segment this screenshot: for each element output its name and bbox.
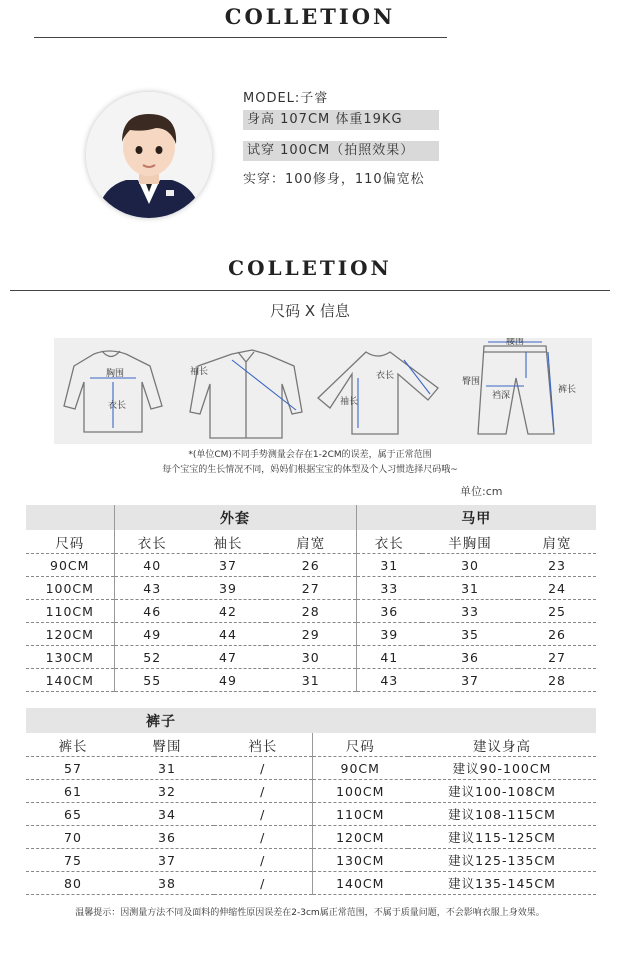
table-cell: 100CM xyxy=(312,780,408,803)
table-cell: 31 xyxy=(120,757,214,780)
table-cell: 31 xyxy=(266,669,356,692)
table-cell: / xyxy=(214,803,312,826)
label-sweater-chest: 胸围 xyxy=(106,369,125,379)
table-cell: 43 xyxy=(114,577,190,600)
table-row xyxy=(26,826,596,849)
table-cell: 31 xyxy=(422,577,518,600)
label-pants-length: 裤长 xyxy=(558,385,577,395)
model-actual-fit: 实穿：100修身，110偏宽松 xyxy=(243,172,425,187)
table-cell: 30 xyxy=(266,646,356,669)
col-header: 臀围 xyxy=(120,733,214,757)
table-cell: 建议108-115CM xyxy=(408,803,596,826)
table-cell: 46 xyxy=(114,600,190,623)
table-cell: 27 xyxy=(518,646,596,669)
measurement-diagram xyxy=(54,338,592,444)
table-cell: 建议125-135CM xyxy=(408,849,596,872)
table-cell: 28 xyxy=(518,669,596,692)
table-row xyxy=(26,577,596,600)
table-cell: 120CM xyxy=(26,623,114,646)
table-row xyxy=(26,872,596,895)
table-cell: 36 xyxy=(120,826,214,849)
table-cell: 43 xyxy=(356,669,422,692)
model-try-on: 试穿 100CM（拍照效果） xyxy=(243,141,439,161)
col-header: 袖长 xyxy=(190,530,266,554)
table-cell: 40 xyxy=(114,554,190,577)
table-row xyxy=(26,646,596,669)
label-pants-hip: 臀围 xyxy=(462,377,481,387)
size-info-title: 尺码 X 信息 xyxy=(270,302,350,320)
table-cell: 33 xyxy=(422,600,518,623)
table-cell: 24 xyxy=(518,577,596,600)
table-cell: 39 xyxy=(356,623,422,646)
table-cell: 41 xyxy=(356,646,422,669)
col-header: 建议身高 xyxy=(408,733,596,757)
table-cell: 36 xyxy=(422,646,518,669)
table-cell: 建议90-100CM xyxy=(408,757,596,780)
table-cell: 90CM xyxy=(26,554,114,577)
table-cell: 34 xyxy=(120,803,214,826)
table-cell: 26 xyxy=(266,554,356,577)
table-cell: 25 xyxy=(518,600,596,623)
table-row xyxy=(26,623,596,646)
table-cell: 120CM xyxy=(312,826,408,849)
table-cell: 75 xyxy=(26,849,120,872)
label-pants-waist: 腰围 xyxy=(506,338,525,347)
table-cell: / xyxy=(214,826,312,849)
table-row xyxy=(26,669,596,692)
table-cell: 140CM xyxy=(312,872,408,895)
col-header: 裤长 xyxy=(26,733,120,757)
model-avatar xyxy=(86,92,212,218)
measurement-note-2: 每个宝宝的生长情况不同，妈妈们根据宝宝的体型及个人习惯选择尺码哦~ xyxy=(162,465,458,475)
group-header-vest: 马甲 xyxy=(356,505,596,530)
table-cell: 37 xyxy=(422,669,518,692)
table-cell: 49 xyxy=(114,623,190,646)
table-cell: 55 xyxy=(114,669,190,692)
divider xyxy=(10,290,610,291)
col-header: 衣长 xyxy=(356,530,422,554)
table-cell: 36 xyxy=(356,600,422,623)
col-header: 尺码 xyxy=(26,530,114,554)
table-row xyxy=(26,554,596,577)
label-sweater-length: 衣长 xyxy=(108,401,127,411)
table-cell: 44 xyxy=(190,623,266,646)
table-cell: 70 xyxy=(26,826,120,849)
col-header: 衣长 xyxy=(114,530,190,554)
table-cell: 130CM xyxy=(312,849,408,872)
table-cell: 42 xyxy=(190,600,266,623)
table-cell: 37 xyxy=(190,554,266,577)
table-cell: / xyxy=(214,780,312,803)
table-row xyxy=(26,600,596,623)
table-cell: 130CM xyxy=(26,646,114,669)
table-cell: 建议115-125CM xyxy=(408,826,596,849)
table-cell: / xyxy=(214,872,312,895)
label-raglan-sleeve: 袖长 xyxy=(340,397,359,407)
pants-size-table xyxy=(26,708,596,895)
table-cell: 29 xyxy=(266,623,356,646)
table-cell: 52 xyxy=(114,646,190,669)
table-cell: 49 xyxy=(190,669,266,692)
table-cell: 建议135-145CM xyxy=(408,872,596,895)
group-header-blank xyxy=(26,505,114,530)
group-header-pants: 裤子 xyxy=(26,708,312,733)
group-header-blank xyxy=(312,708,596,733)
model-height-weight: 身高 107CM 体重19KG xyxy=(243,110,439,130)
table-cell: 37 xyxy=(120,849,214,872)
section-title-collection-size: COLLETION xyxy=(228,256,392,280)
table-cell: 65 xyxy=(26,803,120,826)
table-cell: 47 xyxy=(190,646,266,669)
table-cell: 80 xyxy=(26,872,120,895)
label-raglan-length: 衣长 xyxy=(376,371,395,381)
label-pants-rise: 裆深 xyxy=(492,391,511,401)
table-cell: 30 xyxy=(422,554,518,577)
table-cell: 100CM xyxy=(26,577,114,600)
table-cell: 35 xyxy=(422,623,518,646)
table-row xyxy=(26,803,596,826)
model-name: MODEL:子睿 xyxy=(243,91,329,106)
table-cell: 28 xyxy=(266,600,356,623)
measurement-note-1: *(单位CM)不同手势测量会存在1-2CM的误差，属于正常范围 xyxy=(188,450,432,460)
table-row xyxy=(26,849,596,872)
table-cell: / xyxy=(214,849,312,872)
col-header: 半胸围 xyxy=(422,530,518,554)
table-cell: 39 xyxy=(190,577,266,600)
table-cell: 33 xyxy=(356,577,422,600)
label-shirt-sleeve: 袖长 xyxy=(190,367,209,377)
divider xyxy=(34,37,447,38)
table-cell: 110CM xyxy=(312,803,408,826)
table-row xyxy=(26,780,596,803)
table-cell: / xyxy=(214,757,312,780)
col-header: 尺码 xyxy=(312,733,408,757)
table-cell: 26 xyxy=(518,623,596,646)
jacket-vest-size-table xyxy=(26,505,596,692)
col-header: 肩宽 xyxy=(266,530,356,554)
group-header-jacket: 外套 xyxy=(114,505,356,530)
table-cell: 23 xyxy=(518,554,596,577)
table-row xyxy=(26,757,596,780)
footnote: 温馨提示：因测量方法不同及面料的伸缩性原因误差在2-3cm属正常范围，不属于质量问题，不会影响衣服上身效果。 xyxy=(75,908,545,918)
table-cell: 110CM xyxy=(26,600,114,623)
col-header: 肩宽 xyxy=(518,530,596,554)
table-cell: 140CM xyxy=(26,669,114,692)
table-cell: 27 xyxy=(266,577,356,600)
section-title-collection: COLLETION xyxy=(224,4,396,29)
table-cell: 61 xyxy=(26,780,120,803)
col-header: 裆长 xyxy=(214,733,312,757)
table-cell: 31 xyxy=(356,554,422,577)
table-cell: 建议100-108CM xyxy=(408,780,596,803)
unit-label: 单位:cm xyxy=(460,485,503,498)
table-cell: 90CM xyxy=(312,757,408,780)
table-cell: 38 xyxy=(120,872,214,895)
table-cell: 57 xyxy=(26,757,120,780)
table-cell: 32 xyxy=(120,780,214,803)
